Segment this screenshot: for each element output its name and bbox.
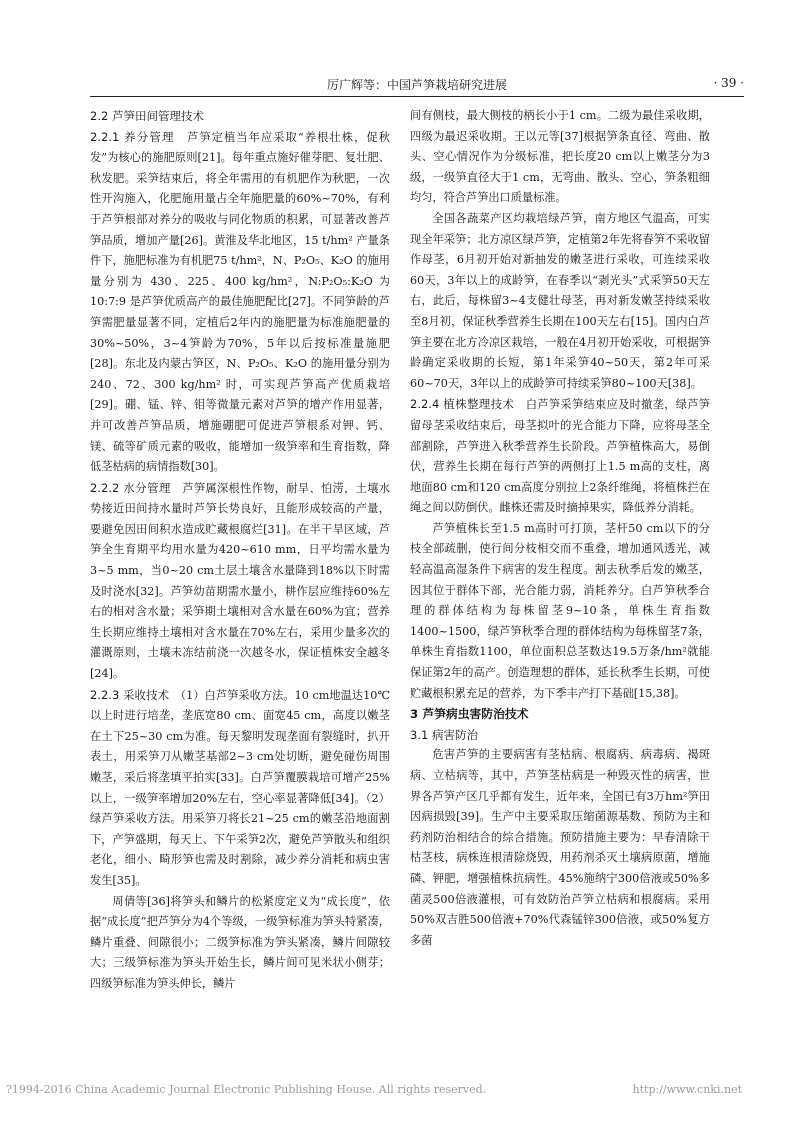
section-heading-3: 3 芦笋病虫害防治技术	[410, 707, 529, 722]
subsection-heading-2-2-1: 2.2.1 养分管理	[90, 129, 175, 144]
running-title: 厉广辉等：中国芦笋栽培研究进展	[326, 78, 507, 92]
paragraph-nutrient	[90, 127, 390, 478]
paragraph-topping: 芦笋植株长至1.5 m高时可打顶，茎杆50 cm以下的分枝全部疏删，使行间分枝相交而不重叠，增加通风透光，减轻高温高湿条件下病害的发生程度。割去秋季后发的嫩茎，因其位于群体下部，光合能力弱，消耗养分。白芦笋秋季合理的群体结构为每株留茎9~10条，单株生育指数1400~1500，绿芦笋秋季合理的群体结构为每株留茎7条，单株生育指数1100，单位面积总茎数达19.5万条/hm²就能保证第2年的高产。创造理想的群体，延长秋季生长期，可使贮藏根积累充足的营养，为下季丰产打下基础[15,38]。	[410, 521, 710, 700]
paragraph-plant-management	[410, 394, 710, 519]
paragraph-harvest	[90, 685, 390, 892]
running-header	[90, 76, 744, 97]
paragraph-harvest-text: （1）白芦笋采收方法。10 cm地温达10℃以上时进行培垄，垄底宽80 cm、面宽45 cm，高度以嫩茎在土下25~30 cm为准。每天黎明发现垄面有裂缝时，扒开表土，用采笋刀从嫩茎基部2~3 cm处切断，避免碰伤周围嫩茎，采后将垄填平拍实[33]。白芦笋覆膜栽培可增产25%以上，一级笋率增加20%左右，空心率显著降低[34]。（2）绿芦笋采收方法。用采笋刀将长21~25 cm的嫩茎沿地面割下，产笋盛期，每天上、下午采笋2次，避免芦笋散头和组织老化，细小、畸形笋也需及时割除，减少养分消耗和病虫害发生[35]。	[90, 688, 390, 887]
copyright-notice: ?1994-2016 China Academic Journal Electronic Publishing House. All rights reserved.	[6, 1083, 487, 1096]
left-column	[90, 106, 390, 995]
section-heading-2-2: 2.2 芦笋田间管理技术	[90, 109, 204, 123]
paragraph-green-asparagus: 全国各蔬菜产区均栽培绿芦笋，南方地区气温高，可实现全年采笋；北方凉区绿芦笋，定植第2年先将春笋不采收留作母茎，6月初开始对新抽发的嫩茎进行采收，可连续采收60天，3年以上的成龄笋，在春季以“剥光头”式采笋50天左右，此后，每株留3~4支健壮母茎，再对新发嫩茎持续采收至8月初，保证秋季营养生长期在100天左右[15]。国内白芦笋主要在北方冷凉区栽培，一般在4月初开始采收，可根据笋龄确定采收期的长短，第1年采笋40~50天，第2年可采60~70天，3年以上的成龄笋可持续采笋80~100天[38]。	[410, 211, 710, 390]
subsection-heading-2-2-3: 2.2.3 采收技术	[90, 687, 170, 702]
paragraph-water-text: 芦笋属深根性作物，耐旱、怕涝，土壤水势接近田间持水量时芦笋长势良好，且能形成较高的产量，要避免因田间积水造成贮藏根腐烂[31]。在半干旱区域，芦笋全生育期平均用水量为420~610 mm，日平均需水量为3~5 mm，当0~20 cm土层土壤含水量降到18%以下时需及时浇水[32]。芦笋幼苗期需水量小，耕作层应维持60%左右的相对含水量；采笋期土壤相对含水量在60%为宜；营养生长期应维持土壤相对含水量在70%左右，采用少量多次的灌溉原则，土壤未冻结前浇一次越冬水，保证植株安全越冬[24]。	[90, 481, 390, 681]
subsection-heading-2-2-4: 2.2.4 植株整理技术	[410, 397, 515, 412]
subsection-heading-2-2-2: 2.2.2 水分管理	[90, 480, 171, 495]
footer-url: http://www.cnki.net	[632, 1083, 742, 1096]
paragraph-nutrient-text: 芦笋定植当年应采取“养根壮株，促秋发”为核心的施肥原则[21]。每年重点施好催芽肥、复壮肥、秋发肥。采笋结束后，将全年需用的有机肥作为秋肥，一次性开沟施入，化肥施用量占全年施肥量的60%~70%，有利于芦笋根部对养分的吸收与同化物质的积累，可显著改善芦笋品质，增加产量[26]。黄淮及华北地区，15 t/hm² 产量条件下，施肥标准为有机肥75 t/hm²，N、P₂O₅、K₂O 的施用量分别为 430、225、400 kg/hm²，N:P₂O₅:K₂O 为 10:7:9 是芦笋优质高产的最佳施肥配比[27]。不同笋龄的芦笋需肥量显著不同，定植后2年内的施肥量为标准施肥量的30%~50%，3~4笋龄为70%，5年以后按标准量施肥[28]。东北及内蒙古笋区，N、P₂O₅、K₂O 的施用量分别为 240、72、300 kg/hm² 时，可实现芦笋高产优质栽培[29]。硼、锰、锌、钼等微量元素对芦笋的增产作用显著，并可改善芦笋品质，增施硼肥可促进芦笋根系对钾、钙、镁、硫等矿质元素的吸收，能增加一级笋率和生育指数，降低茎枯病的病情指数[30]。	[90, 130, 390, 474]
paragraph-grading-cont: 间有侧枝，最大侧枝的柄长小于1 cm。二级为最佳采收期，四级为最迟采收期。王以元等[37]根据笋条直径、弯曲、散头、空心情况作为分级标准，把长度20 cm以上嫩茎分为3级，一级笋直径大于1 cm，无弯曲、散头、空心，笋条粗细均匀，符合芦笋出口质量标准。	[410, 109, 710, 205]
right-column	[410, 106, 710, 951]
paragraph-grading: 周倩等[36]将笋头和鳞片的松紧度定义为“成长度”，依据“成长度”把芦笋分为4个等级，一级笋标准为笋头特紧凑，鳞片重叠、间隙很小；二级笋标准为笋头紧凑，鳞片间隙较大；三级笋标准为笋头开始生长，鳞片间可见米状小侧芽；四级笋标准为笋头伸长，鳞片	[90, 894, 390, 990]
paragraph-plant-management-text: 白芦笋采笋结束应及时撤垄，绿芦笋留母茎采收结束后，母茎拟叶的光合能力下降，应将母茎全部割除，芦笋进入秋季营养生长阶段。芦笋植株高大，易倒伏，营养生长期在每行芦笋的两侧打上1.5 m高的支柱，离地面80 cm和120 cm高度分别拉上2条纤维绳，将植株拦在绳之间以防倒伏。雌株还需及时摘掉果实，降低养分消耗。	[410, 398, 710, 515]
section-heading-3-1: 3.1 病害防治	[410, 727, 478, 742]
page-number: · 39 ·	[713, 76, 744, 90]
paragraph-disease: 危害芦笋的主要病害有茎枯病、根腐病、病毒病、褐斑病、立枯病等，其中，芦笋茎枯病是一种毁灭性的病害，世界各芦笋产区几乎都有发生，近年来，全国已有3万hm²笋田因病损毁[39]。生产中主要采取压缩菌源基数、预防为主和药剂防治相结合的综合措施。预防措施主要为：早春清除干枯茎枝，病株连根清除烧毁，用药剂杀灭土壤病原菌，增施磷、钾肥，增强植株抗病性。45%施纳宁300倍液或50%多菌灵500倍液灌根，可有效防治芦笋立枯病和根腐病。采用50%双吉胜500倍液+70%代森锰锌300倍液，或50%复方多菌	[410, 748, 710, 947]
paragraph-water	[90, 478, 390, 685]
